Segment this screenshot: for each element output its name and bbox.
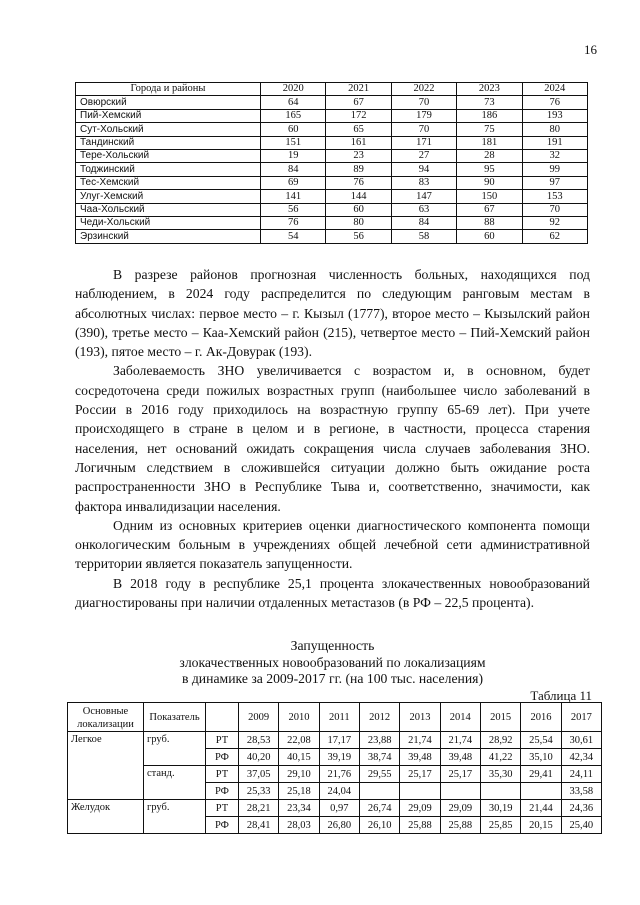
value-cell: 24,11 bbox=[561, 766, 601, 783]
value-cell: 28,21 bbox=[239, 800, 279, 817]
value-cell: 39,48 bbox=[440, 749, 480, 766]
district-name: Улуг-Хемский bbox=[76, 190, 261, 203]
value-cell: 89 bbox=[326, 163, 391, 176]
value-cell: 42,34 bbox=[561, 749, 601, 766]
value-cell: 29,10 bbox=[279, 766, 319, 783]
localization-cell: Легкое bbox=[68, 732, 144, 800]
value-cell: 29,41 bbox=[521, 766, 561, 783]
value-cell: 84 bbox=[261, 163, 326, 176]
header-localization: Основные локализации bbox=[68, 703, 144, 732]
value-cell: 60 bbox=[326, 203, 391, 216]
value-cell: 30,19 bbox=[480, 800, 520, 817]
value-cell: 73 bbox=[457, 96, 522, 109]
header-region bbox=[206, 703, 239, 732]
value-cell: 76 bbox=[522, 96, 587, 109]
region-cell: РТ bbox=[206, 800, 239, 817]
value-cell: 84 bbox=[391, 216, 456, 229]
header-year: 2013 bbox=[400, 703, 440, 732]
value-cell: 21,74 bbox=[400, 732, 440, 749]
district-name: Тоджинский bbox=[76, 163, 261, 176]
value-cell: 63 bbox=[391, 203, 456, 216]
value-cell: 25,85 bbox=[480, 817, 520, 834]
value-cell: 25,33 bbox=[239, 783, 279, 800]
neglect-table bbox=[67, 702, 602, 834]
value-cell: 147 bbox=[391, 190, 456, 203]
header-year: 2017 bbox=[561, 703, 601, 732]
value-cell: 80 bbox=[522, 123, 587, 136]
value-cell: 38,74 bbox=[359, 749, 399, 766]
header-year: 2014 bbox=[440, 703, 480, 732]
header-year: 2021 bbox=[326, 83, 391, 96]
district-name: Сут-Хольский bbox=[76, 123, 261, 136]
district-name: Чеди-Хольский bbox=[76, 216, 261, 229]
value-cell: 39,19 bbox=[319, 749, 359, 766]
value-cell: 23 bbox=[326, 149, 391, 162]
value-cell bbox=[400, 783, 440, 800]
caption-line: в динамике за 2009-2017 гг. (на 100 тыс. населения) bbox=[181, 671, 484, 686]
value-cell: 62 bbox=[522, 230, 587, 243]
value-cell: 95 bbox=[457, 163, 522, 176]
value-cell: 67 bbox=[457, 203, 522, 216]
value-cell: 144 bbox=[326, 190, 391, 203]
value-cell: 151 bbox=[261, 136, 326, 149]
value-cell: 60 bbox=[457, 230, 522, 243]
value-cell: 64 bbox=[261, 96, 326, 109]
value-cell: 27 bbox=[391, 149, 456, 162]
value-cell: 25,17 bbox=[400, 766, 440, 783]
region-cell: РТ bbox=[206, 732, 239, 749]
value-cell: 153 bbox=[522, 190, 587, 203]
value-cell: 165 bbox=[261, 109, 326, 122]
header-year: 2010 bbox=[279, 703, 319, 732]
header-year: 2015 bbox=[480, 703, 520, 732]
header-year: 2024 bbox=[522, 83, 587, 96]
value-cell: 88 bbox=[457, 216, 522, 229]
value-cell: 94 bbox=[391, 163, 456, 176]
value-cell: 25,40 bbox=[561, 817, 601, 834]
header-cities: Города и районы bbox=[76, 83, 261, 96]
header-year: 2023 bbox=[457, 83, 522, 96]
caption-line: злокачественных новообразований по локализациям bbox=[179, 654, 486, 670]
table-caption bbox=[75, 638, 590, 688]
value-cell: 186 bbox=[457, 109, 522, 122]
table-row bbox=[76, 96, 588, 109]
table-row bbox=[76, 203, 588, 216]
value-cell: 29,55 bbox=[359, 766, 399, 783]
value-cell: 28 bbox=[457, 149, 522, 162]
forecast-table bbox=[75, 82, 588, 244]
page-number: 16 bbox=[584, 42, 597, 57]
value-cell: 191 bbox=[522, 136, 587, 149]
value-cell: 193 bbox=[522, 109, 587, 122]
region-cell: РТ bbox=[206, 766, 239, 783]
value-cell: 70 bbox=[391, 123, 456, 136]
table-row bbox=[76, 230, 588, 243]
value-cell: 60 bbox=[261, 123, 326, 136]
table-row bbox=[76, 123, 588, 136]
region-cell: РФ bbox=[206, 817, 239, 834]
value-cell: 40,20 bbox=[239, 749, 279, 766]
value-cell: 25,17 bbox=[440, 766, 480, 783]
value-cell: 161 bbox=[326, 136, 391, 149]
value-cell: 54 bbox=[261, 230, 326, 243]
value-cell: 24,04 bbox=[319, 783, 359, 800]
indicator-cell: груб. bbox=[144, 800, 206, 834]
value-cell: 30,61 bbox=[561, 732, 601, 749]
value-cell: 28,53 bbox=[239, 732, 279, 749]
header-indicator: Показатель bbox=[144, 703, 206, 732]
localization-cell: Желудок bbox=[68, 800, 144, 834]
value-cell: 24,36 bbox=[561, 800, 601, 817]
value-cell: 92 bbox=[522, 216, 587, 229]
value-cell: 23,88 bbox=[359, 732, 399, 749]
district-name: Чаа-Хольский bbox=[76, 203, 261, 216]
value-cell: 56 bbox=[326, 230, 391, 243]
body-text-1 bbox=[75, 265, 590, 612]
header-year: 2016 bbox=[521, 703, 561, 732]
value-cell: 70 bbox=[522, 203, 587, 216]
value-cell: 65 bbox=[326, 123, 391, 136]
indicator-cell: груб. bbox=[144, 732, 206, 766]
value-cell bbox=[359, 783, 399, 800]
value-cell: 26,74 bbox=[359, 800, 399, 817]
value-cell: 25,88 bbox=[440, 817, 480, 834]
value-cell: 35,10 bbox=[521, 749, 561, 766]
value-cell: 90 bbox=[457, 176, 522, 189]
value-cell: 28,92 bbox=[480, 732, 520, 749]
value-cell: 25,54 bbox=[521, 732, 561, 749]
neglect-table-header-row bbox=[68, 703, 602, 732]
table-row bbox=[76, 190, 588, 203]
region-cell: РФ bbox=[206, 783, 239, 800]
value-cell: 28,41 bbox=[239, 817, 279, 834]
value-cell: 83 bbox=[391, 176, 456, 189]
value-cell: 76 bbox=[326, 176, 391, 189]
district-name: Тес-Хемский bbox=[76, 176, 261, 189]
value-cell: 181 bbox=[457, 136, 522, 149]
value-cell: 21,76 bbox=[319, 766, 359, 783]
forecast-table-header-row bbox=[76, 83, 588, 96]
value-cell: 97 bbox=[522, 176, 587, 189]
value-cell: 32 bbox=[522, 149, 587, 162]
value-cell: 17,17 bbox=[319, 732, 359, 749]
table-row bbox=[76, 176, 588, 189]
value-cell: 39,48 bbox=[400, 749, 440, 766]
value-cell: 172 bbox=[326, 109, 391, 122]
table-row bbox=[76, 109, 588, 122]
header-year: 2009 bbox=[239, 703, 279, 732]
header-year: 2012 bbox=[359, 703, 399, 732]
region-cell: РФ bbox=[206, 749, 239, 766]
value-cell bbox=[440, 783, 480, 800]
value-cell: 33,58 bbox=[561, 783, 601, 800]
value-cell: 0,97 bbox=[319, 800, 359, 817]
paragraph: В разрезе районов прогнозная численность больных, находящихся под наблюдением, в 2024 году распределится по следующим ранговым местам в абсолютных числах: первое место – г. Кызыл (1777), второе место – Кызылский район (390), третье место – Каа-Хемский район (215), четвертое место – Пий-Хемский район (193), пятое место – г. Ак-Довурак (193). bbox=[75, 267, 590, 360]
indicator-cell: станд. bbox=[144, 766, 206, 800]
value-cell: 69 bbox=[261, 176, 326, 189]
value-cell bbox=[480, 783, 520, 800]
value-cell: 141 bbox=[261, 190, 326, 203]
header-year: 2022 bbox=[391, 83, 456, 96]
table-label: Таблица 11 bbox=[530, 688, 592, 703]
value-cell: 25,18 bbox=[279, 783, 319, 800]
value-cell: 76 bbox=[261, 216, 326, 229]
district-name: Эрзинский bbox=[76, 230, 261, 243]
value-cell: 22,08 bbox=[279, 732, 319, 749]
table-row bbox=[68, 800, 602, 817]
value-cell: 29,09 bbox=[400, 800, 440, 817]
value-cell: 70 bbox=[391, 96, 456, 109]
value-cell: 75 bbox=[457, 123, 522, 136]
value-cell: 80 bbox=[326, 216, 391, 229]
header-year: 2011 bbox=[319, 703, 359, 732]
paragraph: Одним из основных критериев оценки диагностического компонента помощи онкологическим больным в учреждениях общей лечебной сети административной территории является показатель запущенности. bbox=[75, 517, 590, 572]
value-cell bbox=[521, 783, 561, 800]
table-row bbox=[68, 766, 602, 783]
value-cell: 35,30 bbox=[480, 766, 520, 783]
district-name: Овюрский bbox=[76, 96, 261, 109]
value-cell: 25,88 bbox=[400, 817, 440, 834]
value-cell: 58 bbox=[391, 230, 456, 243]
table-row bbox=[76, 136, 588, 149]
value-cell: 41,22 bbox=[480, 749, 520, 766]
value-cell: 28,03 bbox=[279, 817, 319, 834]
value-cell: 179 bbox=[391, 109, 456, 122]
value-cell: 21,74 bbox=[440, 732, 480, 749]
value-cell: 40,15 bbox=[279, 749, 319, 766]
value-cell: 150 bbox=[457, 190, 522, 203]
district-name: Тере-Хольский bbox=[76, 149, 261, 162]
value-cell: 29,09 bbox=[440, 800, 480, 817]
caption-line: Запущенность bbox=[290, 638, 375, 653]
table-row bbox=[76, 149, 588, 162]
value-cell: 56 bbox=[261, 203, 326, 216]
district-name: Тандинский bbox=[76, 136, 261, 149]
value-cell: 99 bbox=[522, 163, 587, 176]
table-row bbox=[68, 732, 602, 749]
district-name: Пий-Хемский bbox=[76, 109, 261, 122]
value-cell: 37,05 bbox=[239, 766, 279, 783]
value-cell: 26,80 bbox=[319, 817, 359, 834]
value-cell: 26,10 bbox=[359, 817, 399, 834]
value-cell: 67 bbox=[326, 96, 391, 109]
table-row bbox=[76, 163, 588, 176]
value-cell: 21,44 bbox=[521, 800, 561, 817]
value-cell: 19 bbox=[261, 149, 326, 162]
table-row bbox=[76, 216, 588, 229]
header-year: 2020 bbox=[261, 83, 326, 96]
paragraph: В 2018 году в республике 25,1 процента злокачественных новообразований диагностированы при наличии отдаленных метастазов (в РФ – 22,5 процента). bbox=[75, 575, 590, 611]
value-cell: 20,15 bbox=[521, 817, 561, 834]
value-cell: 171 bbox=[391, 136, 456, 149]
paragraph: Заболеваемость ЗНО увеличивается с возрастом и, в основном, будет сосредоточена среди пожилых возрастных групп (наибольшее число заболеваний в России в 2016 году приходилось на возрастную группу 65-69 лет). При учете происходящего в стране в целом и в регионе, в частности, процесса старения населения, нет оснований ожидать сокращения числа случаев заболевания ЗНО. Логичным следствием в сложившейся ситуации должно быть ожидание роста распространенности ЗНО в Республике Тыва и, соответственно, значимости, как фактора инвалидизации населения. bbox=[75, 363, 590, 514]
value-cell: 23,34 bbox=[279, 800, 319, 817]
